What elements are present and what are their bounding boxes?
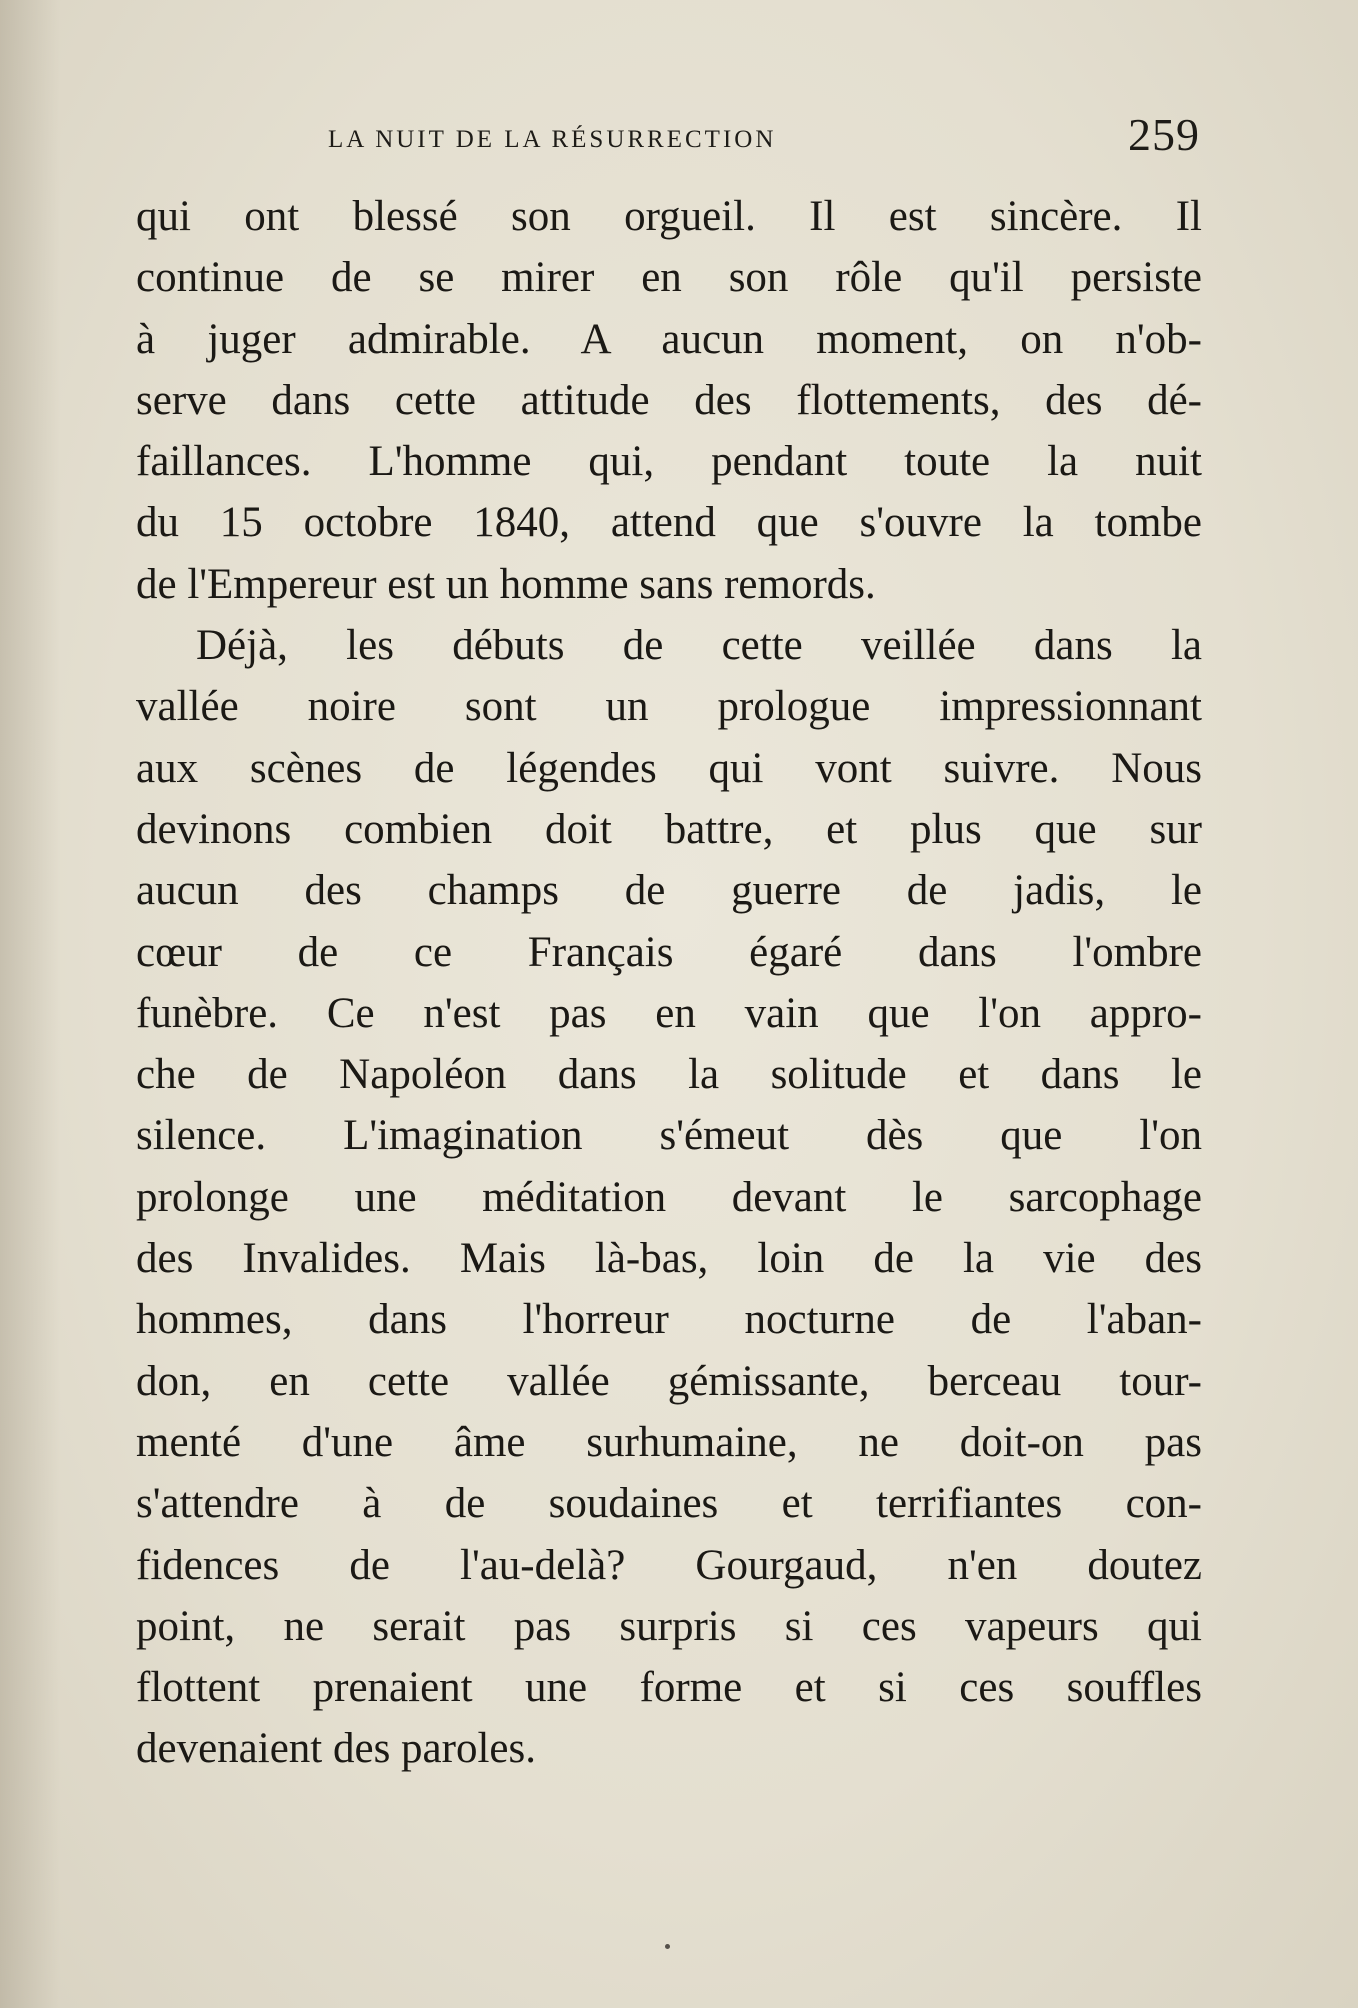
text-line: de l'Empereur est un homme sans remords.: [136, 560, 876, 608]
text-line: s'attendre à de soudaines et terrifiantes con-: [136, 1480, 1202, 1528]
text-line: menté d'une âme surhumaine, ne doit-on pas: [136, 1418, 1202, 1466]
text-line: continue de se mirer en son rôle qu'il persiste: [136, 254, 1202, 302]
page-number: 259: [1128, 109, 1200, 160]
text-line: aucun des champs de guerre de jadis, le: [136, 867, 1202, 915]
text-line: flottent prenaient une forme et si ces souffles: [136, 1664, 1202, 1712]
paragraph-1: [136, 186, 1202, 615]
text-line: fidences de l'au-delà? Gourgaud, n'en doutez: [136, 1541, 1202, 1589]
text-line: hommes, dans l'horreur nocturne de l'aban-: [136, 1296, 1202, 1344]
text-line: devenaient des paroles.: [136, 1725, 536, 1773]
text-line: du 15 octobre 1840, attend que s'ouvre la tombe: [136, 499, 1202, 547]
text-line: qui ont blessé son orgueil. Il est sincère. Il: [136, 193, 1202, 240]
text-line: vallée noire sont un prologue impressionnant: [136, 683, 1202, 731]
text-line: des Invalides. Mais là-bas, loin de la vie des: [136, 1235, 1202, 1283]
paragraph-2: [136, 615, 1202, 1780]
text-line: Déjà, les débuts de cette veillée dans la: [196, 622, 1202, 670]
text-line: funèbre. Ce n'est pas en vain que l'on appro-: [136, 989, 1202, 1037]
text-line: aux scènes de légendes qui vont suivre. Nous: [136, 744, 1202, 792]
text-line: à juger admirable. A aucun moment, on n'ob-: [136, 315, 1202, 363]
text-line: serve dans cette attitude des flottements, des dé-: [136, 376, 1202, 424]
text-line: point, ne serait pas surpris si ces vapeurs qui: [136, 1602, 1202, 1650]
running-title: LA NUIT DE LA RÉSURRECTION: [328, 126, 777, 153]
paper-speck: [665, 1944, 670, 1949]
text-line: prolonge une méditation devant le sarcophage: [136, 1173, 1202, 1221]
running-head: [140, 108, 1200, 168]
text-line: don, en cette vallée gémissante, berceau tour-: [136, 1357, 1202, 1405]
body-text: [136, 186, 1202, 1780]
text-line: che de Napoléon dans la solitude et dans le: [136, 1051, 1202, 1099]
text-line: devinons combien doit battre, et plus que sur: [136, 805, 1202, 853]
text-line: faillances. L'homme qui, pendant toute la nuit: [136, 438, 1202, 486]
text-line: silence. L'imagination s'émeut dès que l'on: [136, 1112, 1202, 1160]
gutter-shadow: [0, 0, 60, 2008]
text-line: cœur de ce Français égaré dans l'ombre: [136, 928, 1202, 976]
